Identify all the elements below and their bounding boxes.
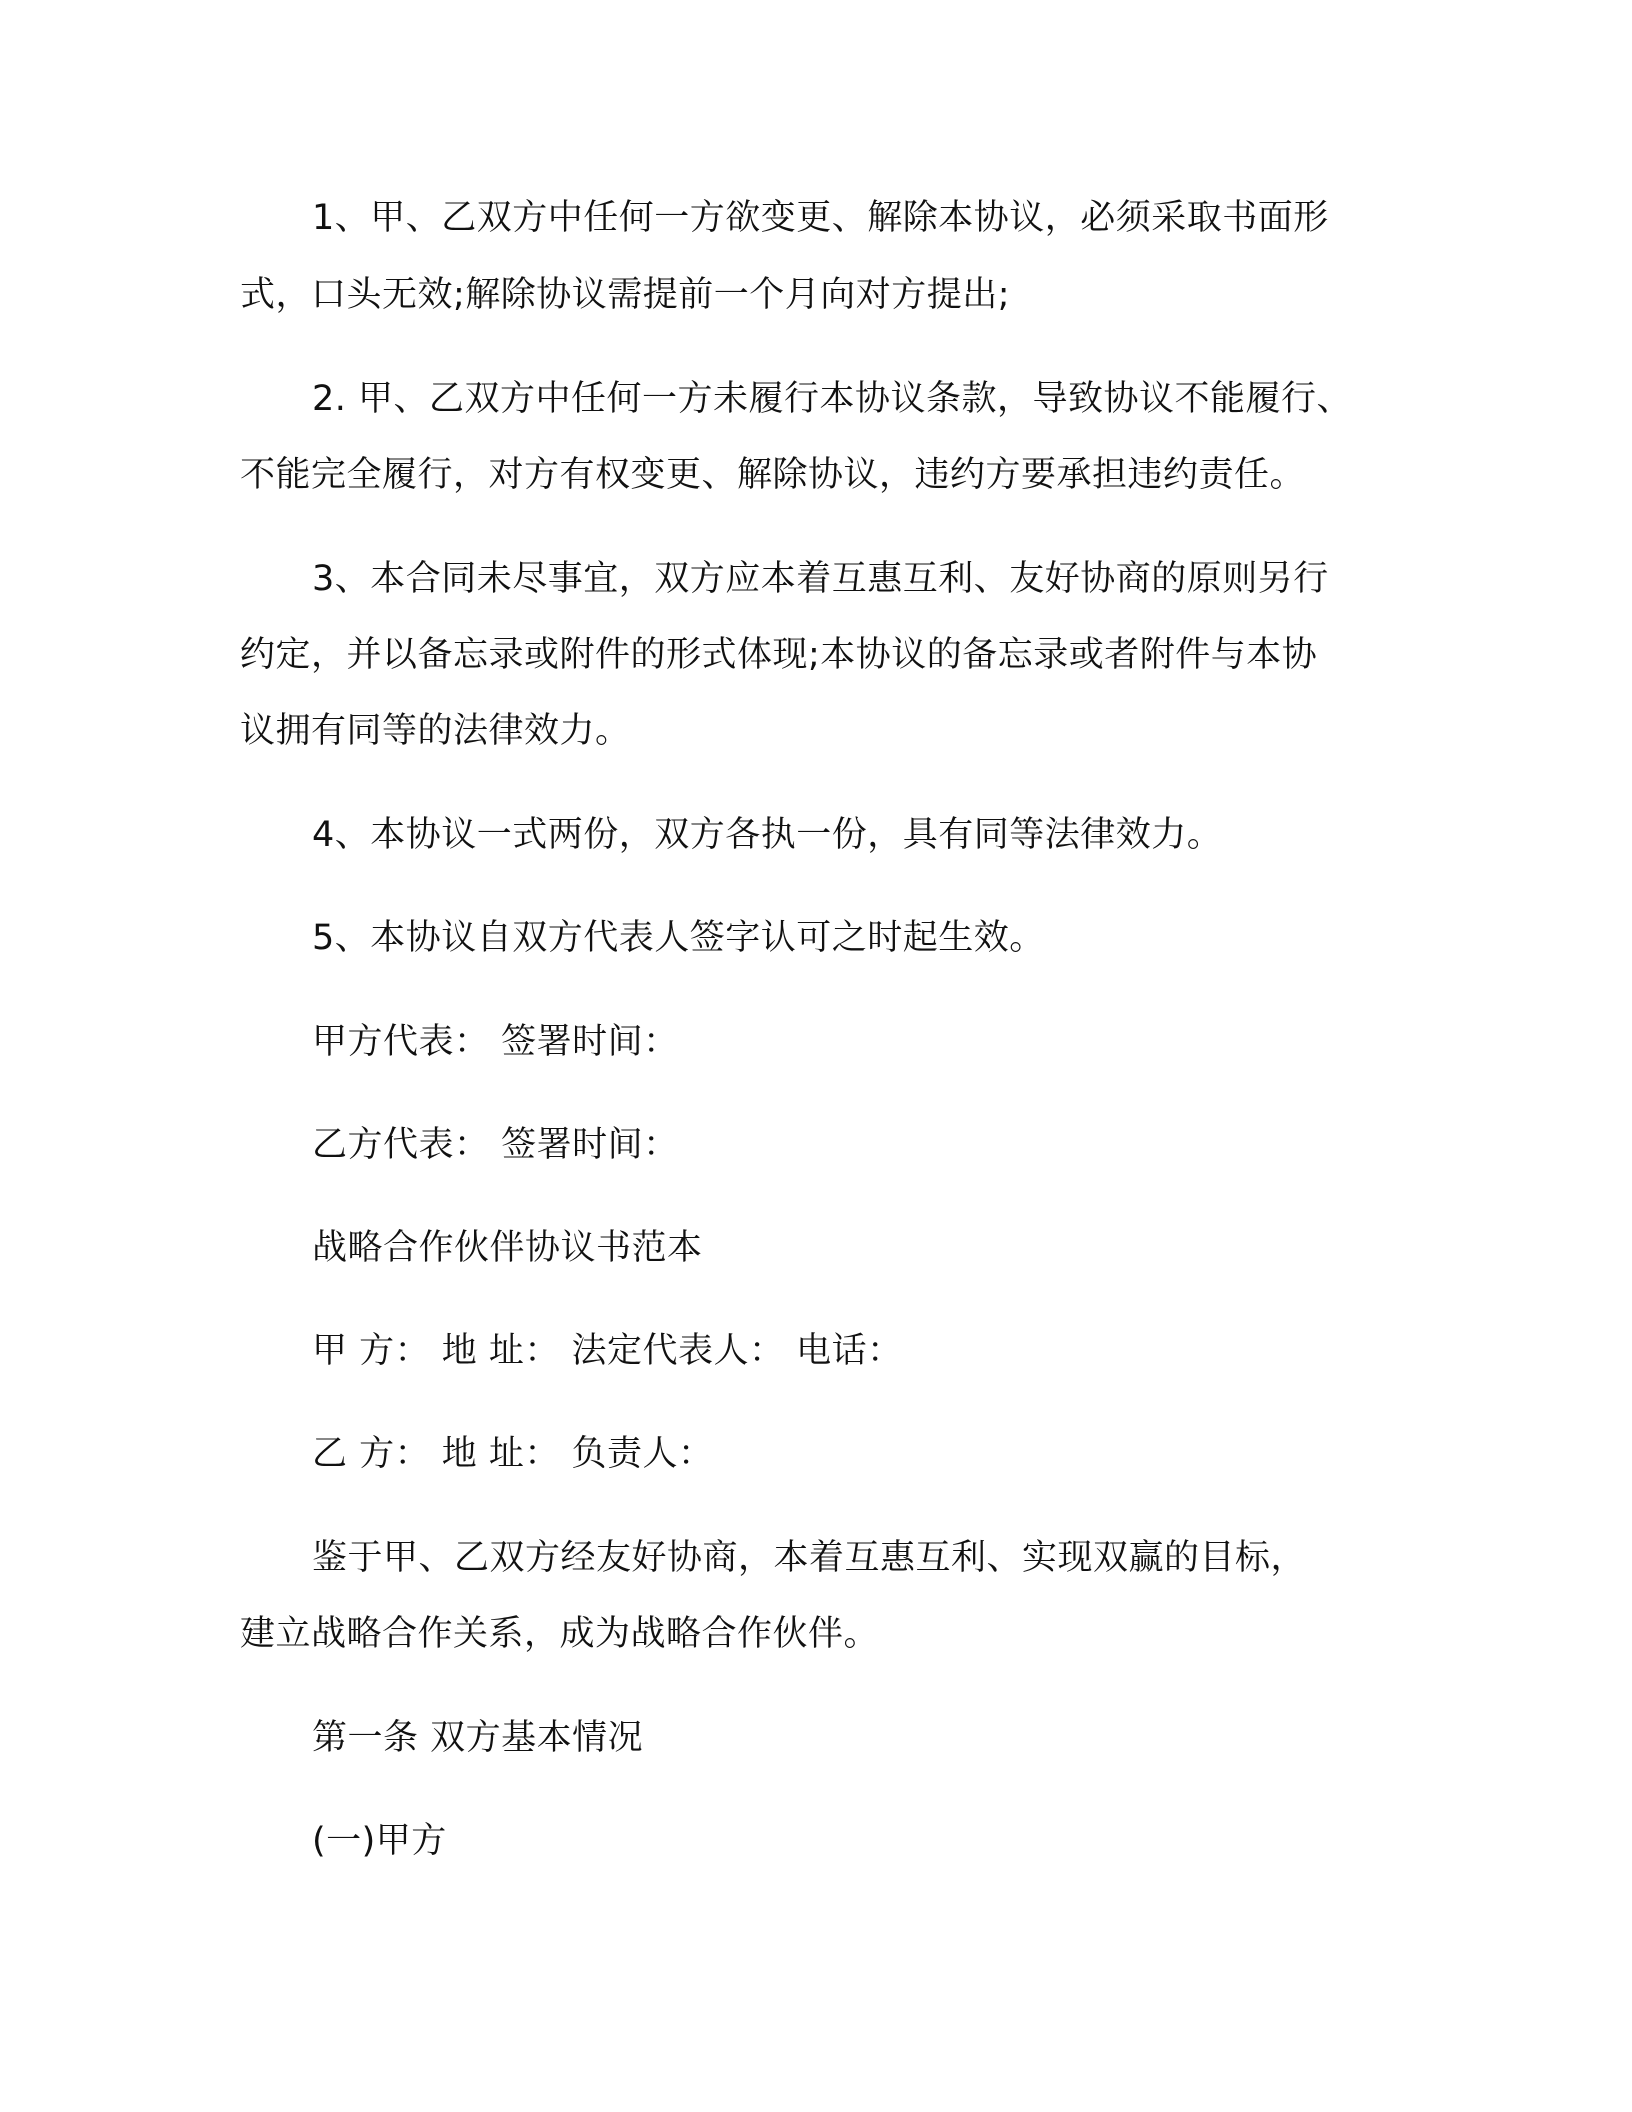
clause-3-line-2: 约定，并以备忘录或附件的形式体现;本协议的备忘录或者附件与本协: [240, 635, 1318, 675]
party-a-info: 甲 方： 地 址： 法定代表人： 电话：: [312, 1331, 903, 1371]
clause-4-line-1: 4、本协议一式两份，双方各执一份，具有同等法律效力。: [312, 815, 1223, 855]
section-one-heading: (一)甲方: [312, 1821, 447, 1861]
clause-1-line-2: 式，口头无效;解除协议需提前一个月向对方提出;: [240, 275, 1011, 315]
clause-2-line-2: 不能完全履行，对方有权变更、解除协议，违约方要承担违约责任。: [240, 455, 1306, 495]
clause-3-line-3: 议拥有同等的法律效力。: [240, 711, 631, 751]
clause-1-line-1: 1、甲、乙双方中任何一方欲变更、解除本协议，必须采取书面形: [312, 198, 1329, 238]
preamble-line-2: 建立战略合作关系，成为战略合作伙伴。: [240, 1614, 880, 1654]
signature-party-a: 甲方代表： 签署时间：: [312, 1022, 679, 1062]
article-one-heading: 第一条 双方基本情况: [312, 1718, 644, 1758]
template-title: 战略合作伙伴协议书范本: [312, 1228, 703, 1268]
signature-party-b: 乙方代表： 签署时间：: [312, 1125, 679, 1165]
party-b-info: 乙 方： 地 址： 负责人：: [312, 1434, 714, 1474]
clause-3-line-1: 3、本合同未尽事宜，双方应本着互惠互利、友好协商的原则另行: [312, 559, 1329, 599]
preamble-line-1: 鉴于甲、乙双方经友好协商，本着互惠互利、实现双赢的目标，: [312, 1538, 1307, 1578]
clause-5-line-1: 5、本协议自双方代表人签字认可之时起生效。: [312, 918, 1045, 958]
clause-2-line-1: 2. 甲、乙双方中任何一方未履行本协议条款，导致协议不能履行、: [312, 379, 1353, 419]
